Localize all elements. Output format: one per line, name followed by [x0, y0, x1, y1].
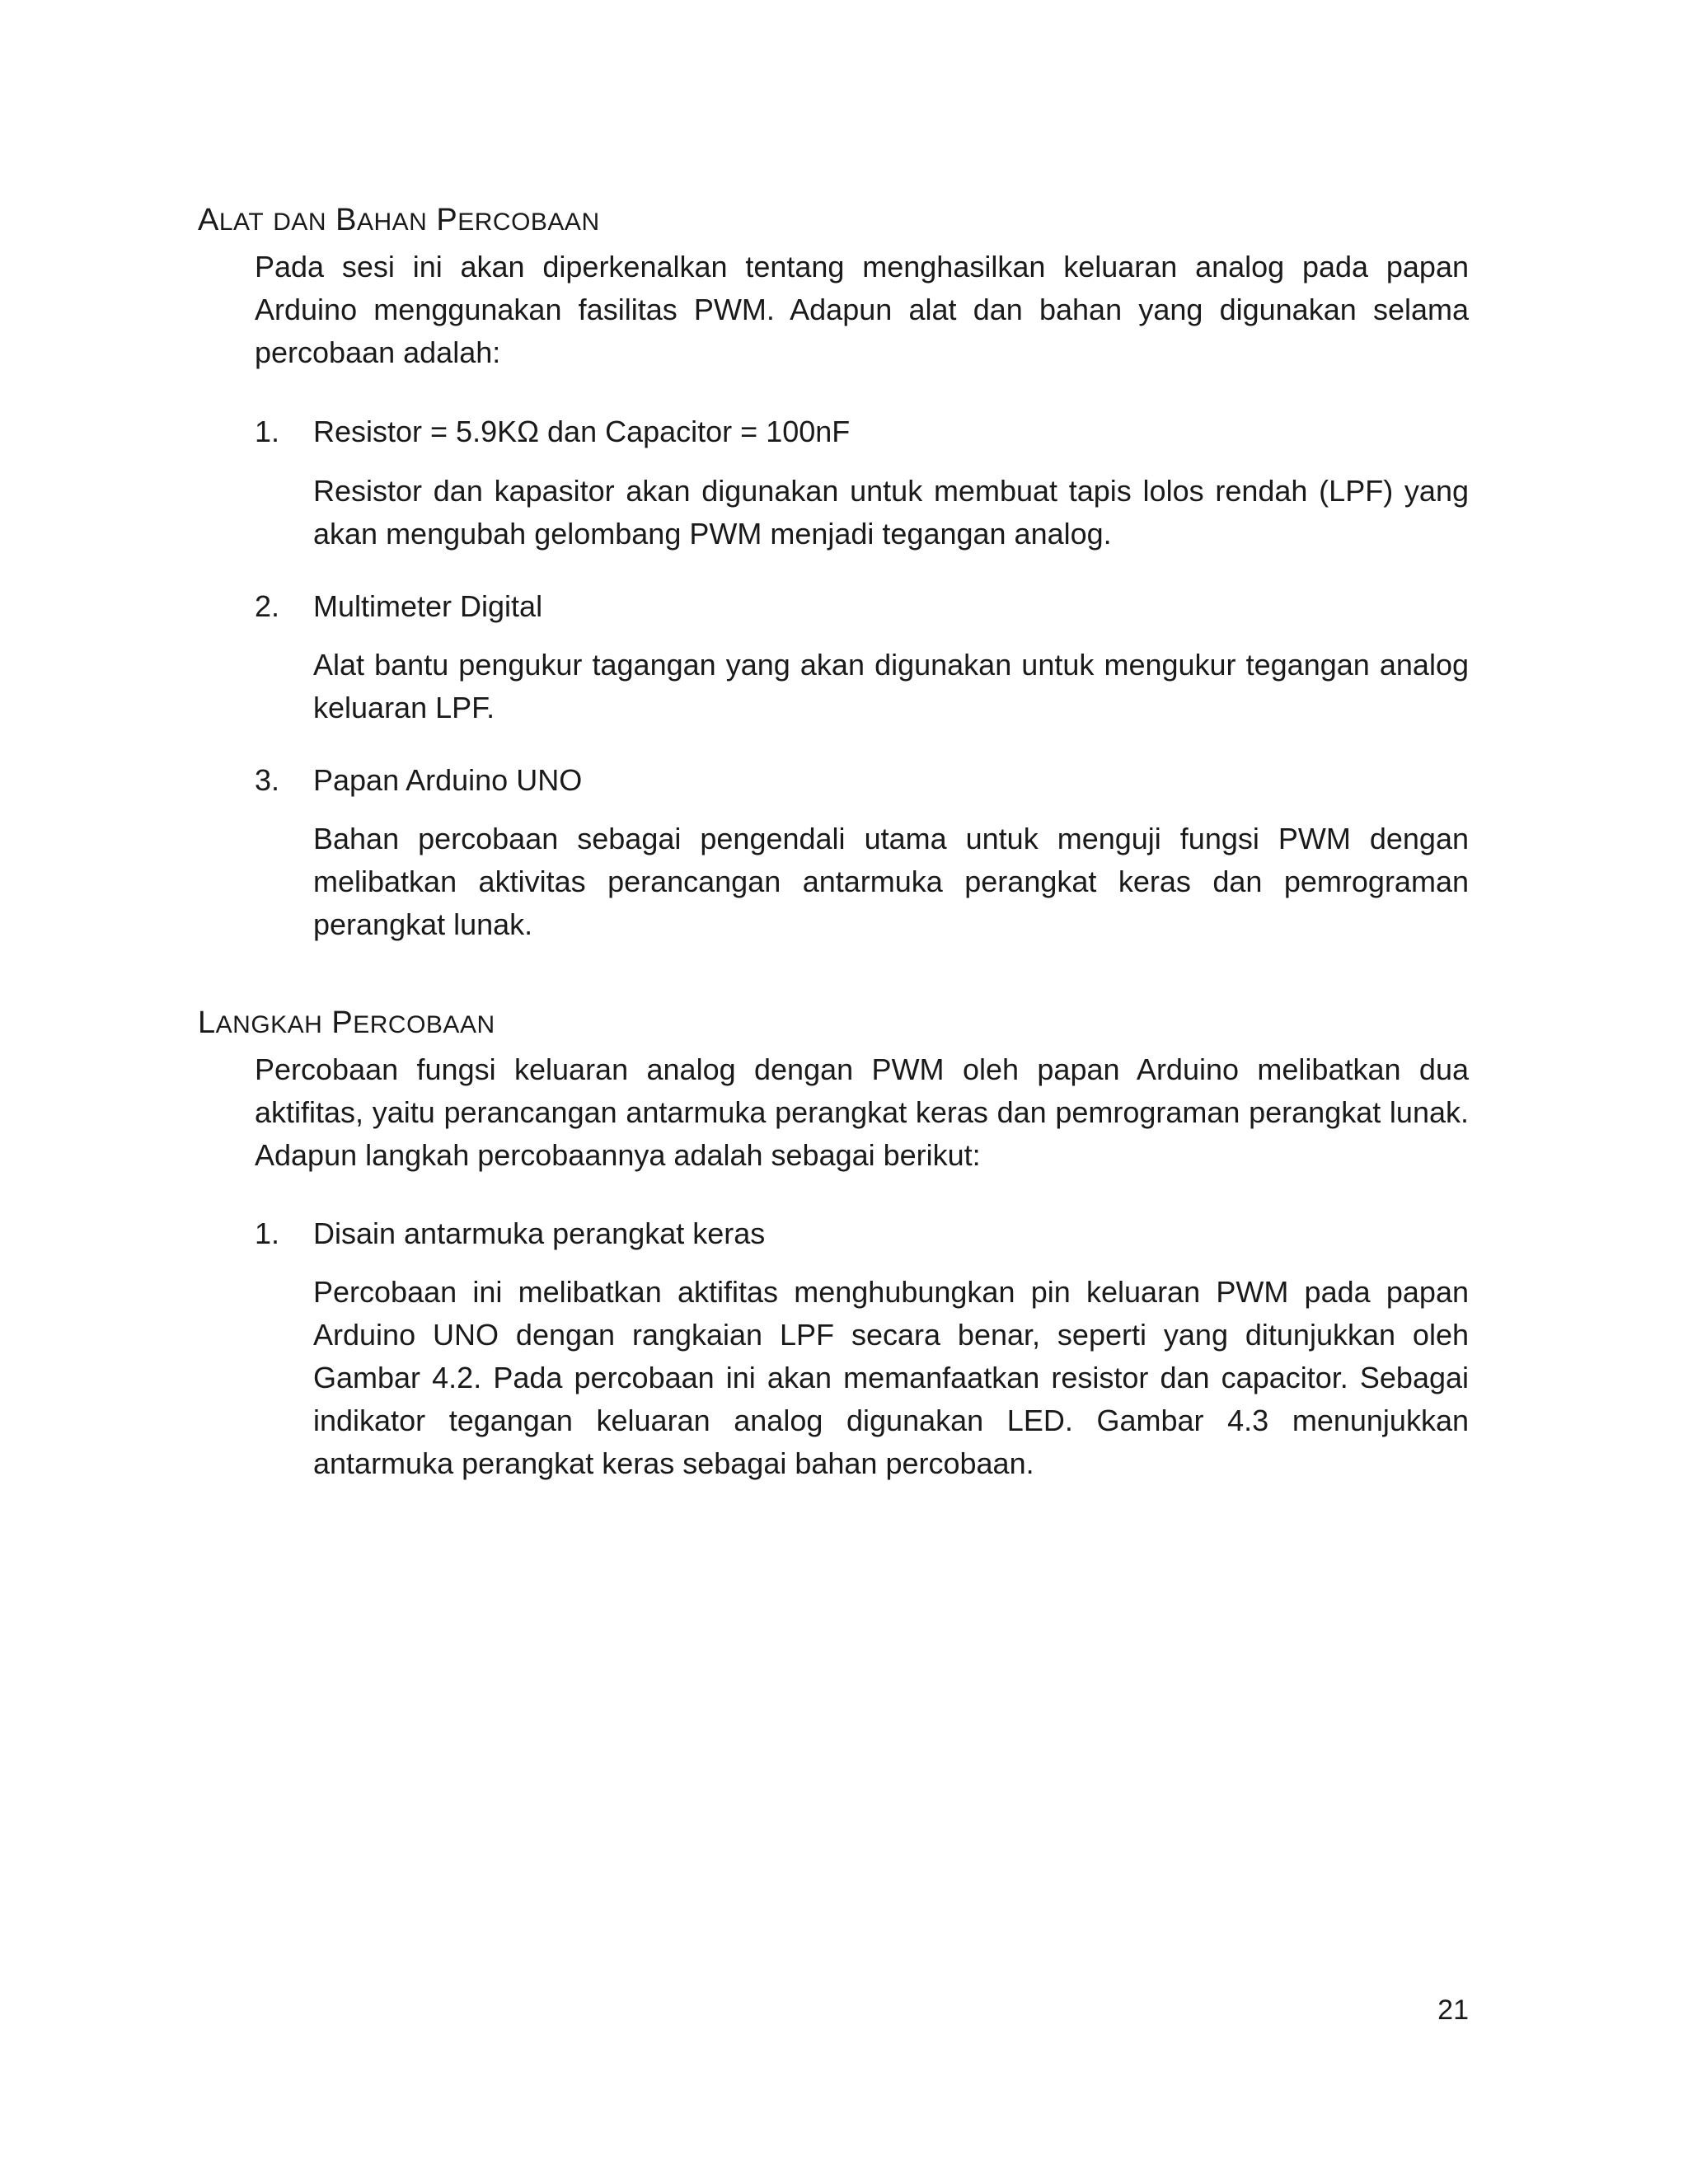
section-heading-langkah-percobaan [198, 1005, 495, 1041]
list-item-label: Multimeter Digital [313, 589, 543, 623]
list-item-label: Disain antarmuka perangkat keras [313, 1216, 766, 1250]
list-item-number: 1. [255, 415, 280, 448]
heading-part: PERCOBAAN [322, 1005, 495, 1040]
heading-part: DAN [273, 209, 327, 236]
list-item-label: Papan Arduino UNO [313, 763, 583, 797]
list-item-label: Resistor = 5.9KΩ dan Capacitor = 100nF [313, 415, 851, 448]
page-number: 21 [1437, 1994, 1469, 2026]
list-item-description: Bahan percobaan sebagai pengendali utama untuk menguji fungsi PWM dengan melibatkan aktivitas perancangan antarmuka perangkat keras dan pemrograman perangkat lunak. [313, 822, 1469, 941]
section-intro-paragraph: Percobaan fungsi keluaran analog dengan PWM oleh papan Arduino melibatkan dua aktifitas, yaitu perancangan antarmuka perangkat keras dan pemrograman perangkat lunak. Adapun langkah percobaannya adalah sebagai berikut: [255, 1052, 1469, 1172]
list-item-number: 2. [255, 589, 280, 623]
list-item-number: 1. [255, 1216, 280, 1250]
heading-part: PERCOBAAN [427, 203, 600, 237]
list-item-number: 3. [255, 763, 280, 797]
list-item-title [255, 410, 1469, 453]
list-item-description: Alat bantu pengukur tagangan yang akan digunakan untuk mengukur tegangan analog keluaran LPF. [313, 648, 1469, 724]
list-item-description: Percobaan ini melibatkan aktifitas menghubungkan pin keluaran PWM pada papan Arduino UNO dengan rangkaian LPF secara benar, seperti yang ditunjukkan oleh Gambar 4.2. Pada percobaan ini akan memanfaatkan resistor dan capacitor. Sebagai indikator tegangan keluaran analog digunakan LED. Gambar 4.3 menunjukkan antarmuka perangkat keras sebagai bahan percobaan. [313, 1275, 1469, 1480]
section-intro-paragraph: Pada sesi ini akan diperkenalkan tentang menghasilkan keluaran analog pada papan Arduino menggunakan fasilitas PWM. Adapun alat dan bahan yang digunakan selama percobaan adalah: [255, 250, 1469, 369]
heading-part: LANGKAH [198, 1005, 323, 1040]
heading-part: ALAT [198, 203, 265, 237]
list-item-title [255, 585, 1469, 628]
list-item-title [255, 759, 1469, 802]
list-item-description: Resistor dan kapasitor akan digunakan untuk membuat tapis lolos rendah (LPF) yang akan mengubah gelombang PWM menjadi tegangan analog. [313, 474, 1469, 551]
section-heading-alat-dan-bahan [198, 203, 600, 238]
heading-part: BAHAN [326, 203, 428, 237]
list-item-title [255, 1212, 1469, 1255]
